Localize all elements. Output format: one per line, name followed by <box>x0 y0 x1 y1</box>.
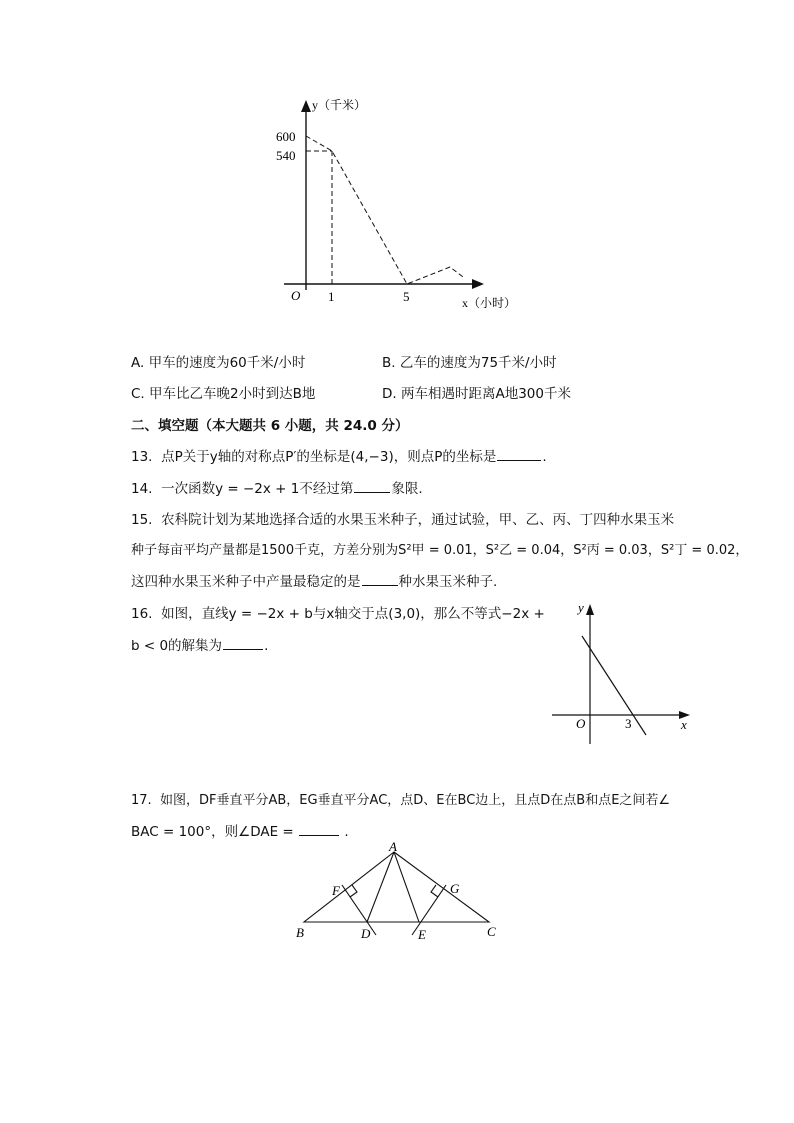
q17-line2: BAC = 100°，则∠DAE = <box>131 824 294 840</box>
q16-y-label: y <box>578 600 584 615</box>
q12-option-a-text: 甲车的速度为60千米/小时 <box>148 355 306 371</box>
distance-time-graph <box>270 92 540 322</box>
q12-option-d-text: 两车相遇时距离A地300千米 <box>400 386 571 402</box>
segment-ae <box>394 852 419 922</box>
q16-y-arrow <box>586 604 594 615</box>
label-b: B <box>296 925 304 940</box>
label-f: F <box>332 883 340 898</box>
triangle-figure <box>290 838 505 948</box>
q15-line1: 农科院计划为某地选择合适的水果玉米种子，通过试验，甲、乙、丙、丁四种水果玉米 <box>161 512 675 528</box>
q17-period: . <box>344 824 349 840</box>
perp-bisector-df <box>342 885 376 935</box>
q15-var-yi: S²乙 = 0.04， <box>485 543 574 558</box>
graph1-y-label: y（千米） <box>312 98 367 112</box>
q12-option-b-letter: B. <box>382 355 396 371</box>
question-15-line1 <box>131 508 674 528</box>
line-graph <box>548 598 698 748</box>
graph1-y-arrow <box>301 100 311 112</box>
q12-option-a-letter: A. <box>131 355 145 371</box>
q12-option-c <box>131 382 315 402</box>
q16-period: . <box>264 638 269 654</box>
q16-number: 16. <box>131 606 153 622</box>
q13-number: 13. <box>131 449 153 465</box>
q16-line1: 如图，直线y = −2x + b与x轴交于点(3,0)，那么不等式−2x + <box>161 606 545 622</box>
question-17-line1 <box>131 789 670 808</box>
q12-option-b-text: 乙车的速度为75千米/小时 <box>399 355 557 371</box>
label-d: D <box>361 926 371 941</box>
graph1-tick-1: 1 <box>328 289 335 304</box>
section-heading: 二、填空题（本大题共 6 小题，共 24.0 分） <box>131 418 409 434</box>
label-e: E <box>418 927 426 942</box>
question-15-line2 <box>131 539 748 558</box>
right-angle-g <box>431 885 438 897</box>
graph1-origin: O <box>291 288 301 303</box>
q15-var-jia: S²甲 = 0.01， <box>398 543 486 558</box>
question-13 <box>131 445 547 465</box>
q15-var-bing: S²丙 = 0.03， <box>573 543 661 558</box>
graph1-x-arrow <box>472 279 484 289</box>
graph1-tick-540: 540 <box>276 148 296 163</box>
q17-line1: 如图，DF垂直平分AB，EG垂直平分AC，点D、E在BC边上，且点D在点B和点E之间若∠ <box>159 793 671 808</box>
q17-answer-blank <box>299 823 339 836</box>
label-g: G <box>450 881 460 896</box>
question-16-line2 <box>131 634 268 654</box>
graph1-dashed-path <box>306 136 463 284</box>
right-angle-f <box>350 885 357 897</box>
q12-option-d <box>382 382 571 402</box>
q14-answer-blank <box>354 480 390 493</box>
q15-answer-blank <box>362 573 398 586</box>
q15-var-ding: S²丁 = 0.02， <box>660 543 749 558</box>
graph1-tick-5: 5 <box>403 289 410 304</box>
q15-line3-tail: 种水果玉米种子. <box>398 574 498 590</box>
q12-option-a <box>131 351 305 371</box>
q16-x-label: x <box>681 717 687 732</box>
q15-number: 15. <box>131 512 153 528</box>
q14-tail: 象限. <box>391 481 423 497</box>
q13-period: . <box>542 449 547 465</box>
q17-number: 17. <box>131 793 152 808</box>
q15-line2: 种子每亩平均产量都是1500千克，方差分别为 <box>131 543 399 558</box>
q13-answer-blank <box>497 448 541 461</box>
q12-option-d-letter: D. <box>382 386 397 402</box>
q12-option-c-letter: C. <box>131 386 145 402</box>
q14-text: 一次函数y = −2x + 1不经过第 <box>161 481 354 497</box>
q16-tick-3: 3 <box>625 716 632 731</box>
q13-text: 点P关于y轴的对称点P′的坐标是(4,−3)，则点P的坐标是 <box>161 449 497 465</box>
graph1-x-label: x（小时） <box>462 296 517 310</box>
label-a: A <box>389 839 397 854</box>
q14-number: 14. <box>131 481 153 497</box>
question-17-line2 <box>131 820 349 840</box>
q16-line2: b < 0的解集为 <box>131 638 223 654</box>
q15-line3: 这四种水果玉米种子中产量最稳定的是 <box>131 574 361 590</box>
q12-option-c-text: 甲车比乙车晚2小时到达B地 <box>149 386 316 402</box>
label-c: C <box>487 924 496 939</box>
question-16-line1 <box>131 602 545 622</box>
graph1-tick-600: 600 <box>276 129 296 144</box>
q16-origin: O <box>576 716 586 731</box>
question-15-line3 <box>131 570 497 590</box>
q16-answer-blank <box>223 637 263 650</box>
q12-option-b <box>382 351 557 371</box>
q16-line <box>582 636 646 735</box>
question-14 <box>131 477 423 497</box>
